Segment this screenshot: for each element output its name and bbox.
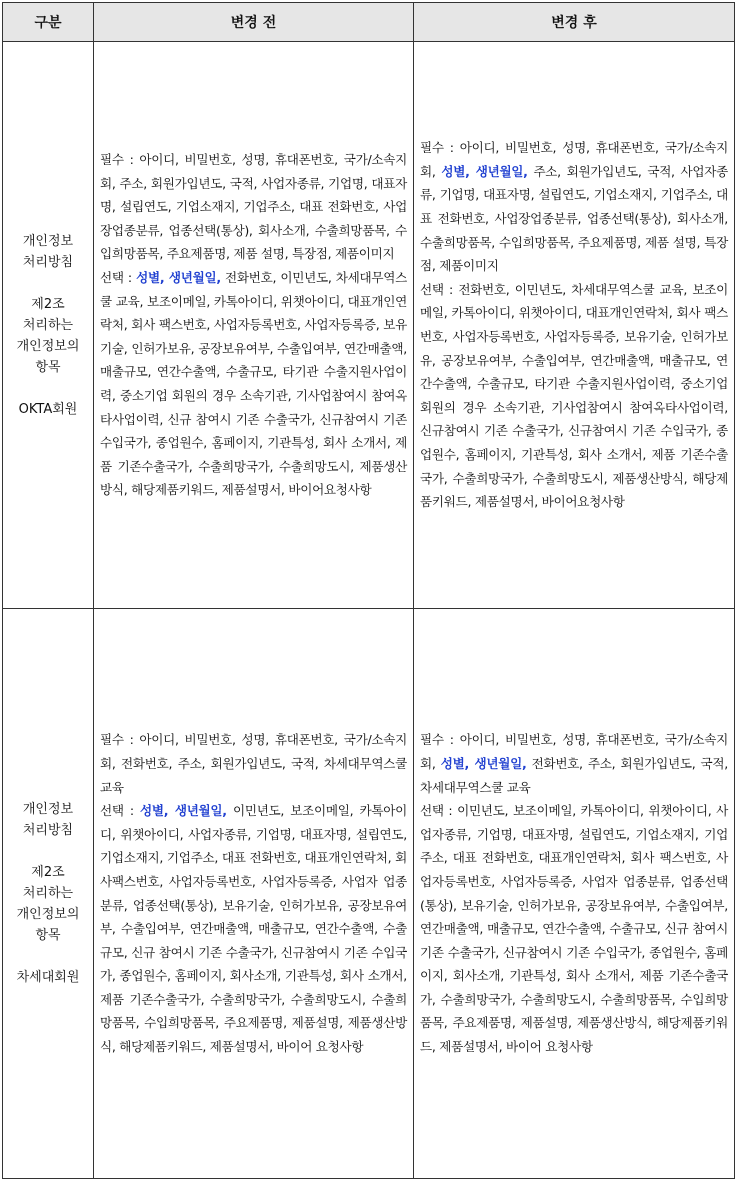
required-label: 필수 : xyxy=(420,732,460,748)
category-line: 개인정보의 xyxy=(16,907,80,922)
optional-items: 전화번호, 이민년도, 차세대무역스쿨 교육, 보조이메일, 카톡아이디, 위챗아이디, 대표개인연락처, 회사 팩스번호, 사업자등록번호, 사업자등록증, 보유기술, 인허가보유, 공장보유여부, 수출입여부, 연간매출액, 매출규모, 연간수출액, 수출규모, 타기관 수출지원사업이력, 중소기업 회원의 경우 소속기관, 기사업참여시 참여옥타사업이력, 신규 참여시 기존 수출국가, 신규참여시 기존 수입국가, 종업원수, 홈페이지, 기관특성, 회사 소개서, 제품 기존수출국가, 수출희망국가, 수출희망도시, 제품생산방식, 해당제품키워드, 제품설명서, 바이어요청사항 xyxy=(100,270,407,498)
table-row xyxy=(3,609,735,1179)
required-label: 필수 : xyxy=(420,140,460,156)
table-row xyxy=(3,42,735,609)
required-items: 전화번호, 주소, 회원가입년도, 국적, 차세대무역스쿨 교육 xyxy=(420,755,728,795)
optional-block xyxy=(420,799,728,1059)
header-before: 변경 전 xyxy=(94,3,414,42)
required-block xyxy=(100,728,407,799)
category-line: 개인정보 xyxy=(22,802,74,817)
category-line: 제2조 xyxy=(31,865,65,880)
category-line: 차세대회원 xyxy=(16,970,80,985)
before-cell xyxy=(94,42,414,609)
row-category xyxy=(3,42,94,609)
optional-label: 선택 : xyxy=(100,270,137,286)
required-label: 필수 : xyxy=(100,732,140,748)
after-cell xyxy=(414,609,735,1179)
category-line: 항목 xyxy=(35,359,61,375)
optional-block xyxy=(100,799,407,1059)
optional-items: 이민년도, 보조이메일, 카톡아이디, 위챗아이디, 사업자종류, 기업명, 대표자명, 설립연도, 기업소재지, 기업주소, 대표 전화번호, 대표개인연락처, 회사팩스번호, 사업자등록번호, 사업자등록증, 사업자 업종분류, 업종선택(통상), 보유기술, 인허가보유, 공장보유여부, 수출입여부, 연간매출액, 매출규모, 연간수출액, 수출규모, 신규 참여시 기존 수출국가, 신규참여시 기존 수입국가, 종업원수, 홈페이지, 회사소개, 기관특성, 회사 소개서, 제품 기존수출국가, 수출희망국가, 수출희망도시, 수출희망품목, 수입희망품목, 주요제품명, 제품설명, 제품생산방식, 해당제품키워드, 제품설명서, 바이어 요청사항 xyxy=(100,803,407,1055)
required-label: 필수 : xyxy=(100,152,140,168)
category-line: 제2조 xyxy=(31,296,65,312)
comparison-table xyxy=(2,2,735,1179)
header-row xyxy=(3,3,735,42)
optional-items: 전화번호, 이민년도, 차세대무역스쿨 교육, 보조이메일, 카톡아이디, 위챗아이디, 대표개인연락처, 회사 팩스번호, 사업자등록번호, 사업자등록증, 보유기술, 인허가보유, 공장보유여부, 수출입여부, 연간매출액, 매출규모, 연간수출액, 수출규모, 타기관 수출지원사업이력, 중소기업 회원의 경우 소속기관, 기사업참여시 참여옥타사업이력, 신규참여시 기존 수출국가, 신규참여시 기존 수입국가, 종업원수, 홈페이지, 기관특성, 회사 소개서, 제품 기존수출국가, 수출희망국가, 수출희망도시, 제품생산방식, 해당제품키워드, 제품설명서, 바이어요청사항 xyxy=(420,281,728,510)
category-line: 처리방침 xyxy=(22,823,74,838)
required-items: 아이디, 비밀번호, 성명, 휴대폰번호, 국가/소속지회, 전화번호, 주소, 회원가입년도, 국적, 차세대무역스쿨 교육 xyxy=(100,732,407,795)
optional-items: 이민년도, 보조이메일, 카톡아이디, 위챗아이디, 사업자종류, 기업명, 대표자명, 설립연도, 기업소재지, 기업주소, 대표 전화번호, 대표개인연락처, 회사 팩스번호, 사업자등록번호, 사업자등록증, 사업자 업종분류, 업종선택(통상), 보유기술, 인허가보유, 공장보유여부, 수출입여부, 연간매출액, 매출규모, 연간수출액, 수출규모, 신규 참여시 기존 수출국가, 신규참여시 기존 수입국가, 종업원수, 홈페이지, 회사소개, 기관특성, 회사 소개서, 제품 기존수출국가, 수출희망국가, 수출희망도시, 수출희망품목, 수입희망품목, 주요제품명, 제품설명, 제품생산방식, 해당제품키워드, 제품설명서, 바이어 요청사항 xyxy=(420,803,728,1055)
after-cell xyxy=(414,42,735,609)
optional-label: 선택 : xyxy=(420,803,458,819)
category-line: 처리방침 xyxy=(22,254,74,270)
required-items: 아이디, 비밀번호, 성명, 휴대폰번호, 국가/소속지회, xyxy=(420,732,728,771)
highlighted-items: 성별, 생년월일, xyxy=(140,803,227,819)
optional-block xyxy=(100,266,407,502)
highlighted-items: 성별, 생년월일, xyxy=(440,755,527,771)
category-spacer xyxy=(5,378,91,399)
category-spacer xyxy=(5,946,91,967)
required-items: 주소, 회원가입년도, 국적, 사업자종류, 기업명, 대표자명, 설립연도, 기업소재지, 기업주소, 대표 전화번호, 사업장업종분류, 업종선택(통상), 회사소개, 수출희망품목, 수입희망품목, 주요제품명, 제품 설명, 특장점, 제품이미지 xyxy=(420,163,728,274)
category-line: OKTA회원 xyxy=(18,401,78,417)
required-items: 아이디, 비밀번호, 성명, 휴대폰번호, 국가/소속지회, xyxy=(420,140,728,179)
optional-block xyxy=(420,278,728,514)
header-category: 구분 xyxy=(3,3,94,42)
category-line: 처리하는 xyxy=(22,886,74,901)
optional-label: 선택 : xyxy=(100,803,141,819)
highlighted-items: 성별, 생년월일, xyxy=(441,163,528,179)
before-cell xyxy=(94,609,414,1179)
highlighted-items: 성별, 생년월일, xyxy=(136,270,221,286)
category-line: 개인정보의 xyxy=(16,338,80,354)
required-block xyxy=(420,136,728,278)
category-line: 처리하는 xyxy=(22,317,74,333)
category-spacer xyxy=(5,273,91,294)
row-category xyxy=(3,609,94,1179)
required-block xyxy=(100,148,407,266)
category-spacer xyxy=(5,841,91,862)
category-line: 항목 xyxy=(35,928,61,943)
required-block xyxy=(420,728,728,799)
category-line: 개인정보 xyxy=(22,233,74,249)
required-items: 아이디, 비밀번호, 성명, 휴대폰번호, 국가/소속지회, 주소, 회원가입년도, 국적, 사업자종류, 기업명, 대표자명, 설립연도, 기업소재지, 기업주소, 대표 전화번호, 사업장업종분류, 업종선택(통상), 회사소개, 수출희망품목, 수입희망품목, 주요제품명, 제품 설명, 특장점, 제품이미지 xyxy=(100,152,407,262)
header-after: 변경 후 xyxy=(414,3,735,42)
optional-label: 선택 : xyxy=(420,281,459,297)
